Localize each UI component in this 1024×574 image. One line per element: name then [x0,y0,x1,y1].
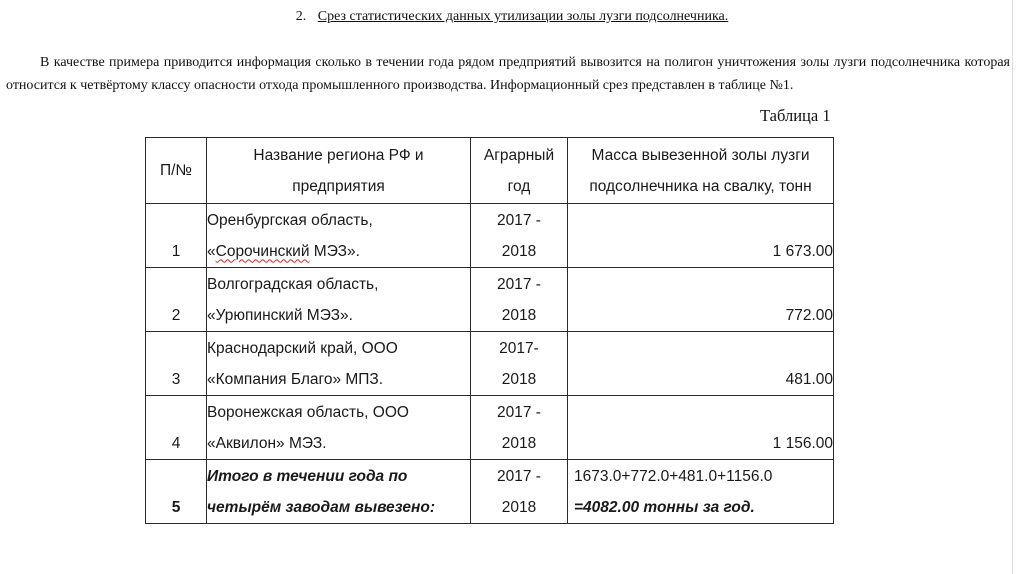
row-mass: 1 673.00 [568,204,834,268]
header-index: П/№ [146,138,207,204]
disposal-table [145,137,834,524]
total-row [146,460,834,524]
row-region-line2: «Компания Благо» МПЗ. [207,370,384,388]
table-header-row [146,138,834,204]
quote-open: « [207,242,216,260]
row-region-line1: Волгоградская область, [207,275,379,293]
row-region-line1: Оренбургская область, [207,211,373,229]
header-year [471,138,568,204]
header-mass-line1: Масса вывезенной золы лузги [591,146,810,164]
row-region [207,204,471,268]
row-region [207,268,471,332]
row-mass: 481.00 [568,332,834,396]
header-region-line1: Название региона РФ и [253,146,424,164]
section-title: Срез статистических данных утилизации золы лузги подсолнечника. [317,9,729,24]
row-index: 2 [146,268,207,332]
header-region [207,138,471,204]
row-region-line2-rest: МЭЗ». [309,242,360,260]
row-year [471,396,568,460]
row-region [207,332,471,396]
intro-paragraph: В качестве примера приводится информация сколько в течении года рядом предприятий вывозится на полигон уничтожения золы лузги подсолнечника которая относится к четвёртому классу опасности отхода промышленного производства. Информационный срез представлен в таблице №1. [6,55,1010,93]
total-formula: 1673.0+772.0+481.0+1156.0 [574,467,773,485]
row-year [471,332,568,396]
page-edge-divider [1012,0,1013,574]
total-year-line2: 2018 [501,498,537,516]
row-year-line1: 2017 - [497,211,541,229]
total-index: 5 [146,460,207,524]
header-year-line1: Аграрный [483,146,555,164]
header-region-line2: предприятия [292,177,385,195]
row-region-line2 [207,236,470,267]
row-region-line2: «Урюпинский МЭЗ». [207,306,353,324]
row-year-line2: 2018 [501,434,537,452]
row-year-line1: 2017- [499,339,539,357]
row-year [471,204,568,268]
row-region [207,396,471,460]
total-label-line1: Итого в течении года по [207,467,408,485]
row-year-line2: 2018 [501,306,537,324]
row-year-line1: 2017 - [497,275,541,293]
row-year [471,268,568,332]
row-mass: 1 156.00 [568,396,834,460]
row-index: 4 [146,396,207,460]
row-region-line1: Воронежская область, ООО [207,403,409,421]
row-mass: 772.00 [568,268,834,332]
spellcheck-flagged-word[interactable]: Сорочинский [215,242,310,260]
total-mass [568,460,834,524]
row-year-line2: 2018 [501,242,537,260]
row-year-line1: 2017 - [497,403,541,421]
table-row [146,332,834,396]
row-region-line1: Краснодарский край, ООО [207,339,398,357]
table-row [146,204,834,268]
table-caption: Таблица 1 [760,106,831,125]
header-mass-line2: подсолнечника на свалку, тонн [589,177,812,195]
table-row [146,268,834,332]
header-year-line2: год [507,177,531,195]
total-label-line2: четырём заводам вывезено: [207,498,435,516]
row-region-line2: «Аквилон» МЭЗ. [207,434,327,452]
row-year-line2: 2018 [501,370,537,388]
table-row [146,396,834,460]
section-number: 2. [295,9,307,24]
row-index: 1 [146,204,207,268]
header-mass [568,138,834,204]
section-heading [0,9,1024,25]
total-year-line1: 2017 - [497,467,541,485]
row-index: 3 [146,332,207,396]
total-label [207,460,471,524]
total-year [471,460,568,524]
total-result: =4082.00 тонны за год. [574,498,755,516]
